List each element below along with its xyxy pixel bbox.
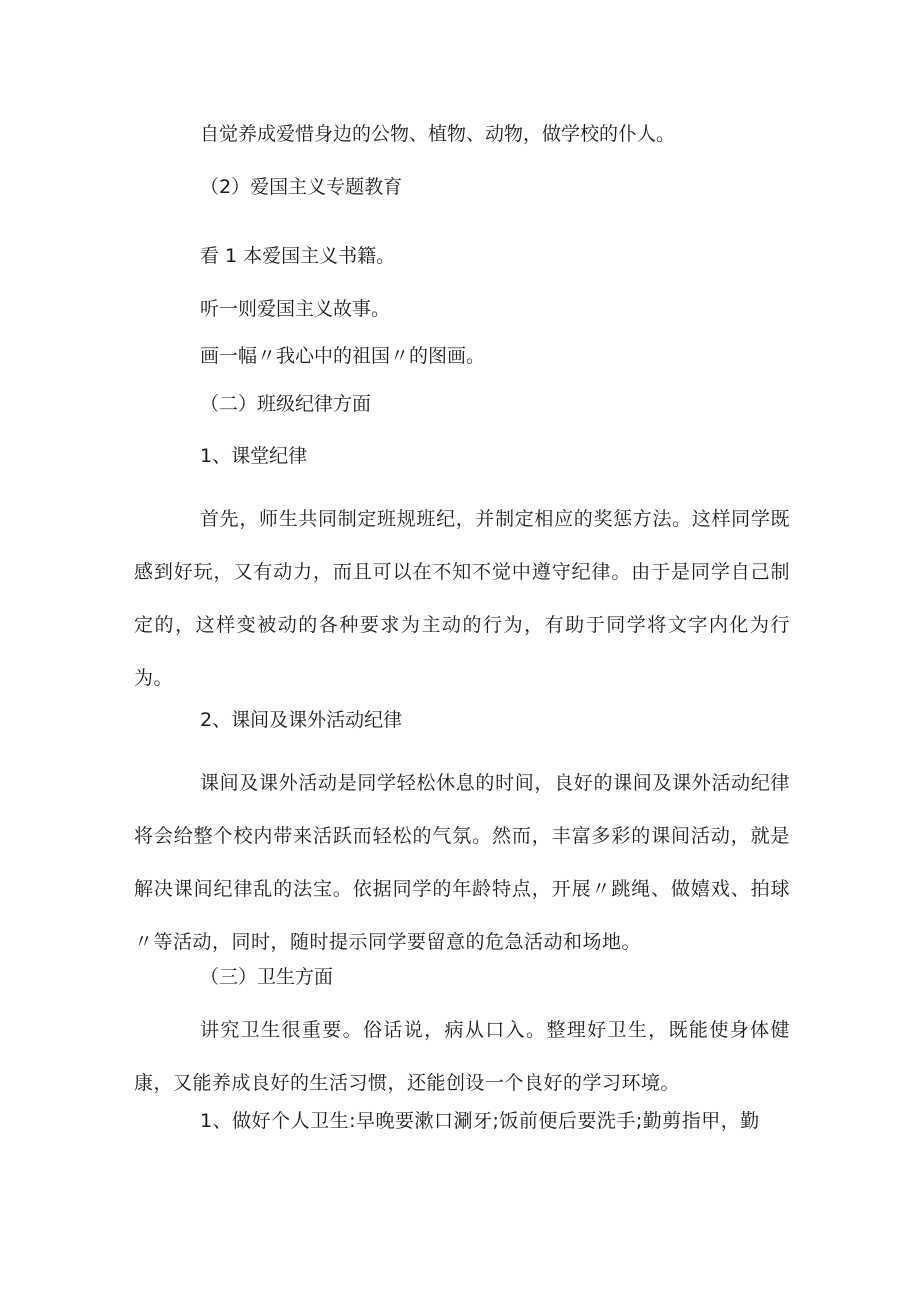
text-line-read-book: 看 1 本爱国主义书籍。 [200,245,396,267]
subheading-recess-discipline: 2、课间及课外活动纪律 [200,709,403,731]
heading-class-discipline: （二）班级纪律方面 [200,393,372,415]
text-line-public-property: 自觉养成爱惜身边的公物、植物、动物，做学校的仆人。 [200,123,676,145]
paragraph-hygiene-importance: 讲究卫生很重要。俗话说，病从口入。整理好卫生，既能使身体健康，又能养成良好的生活习惯，还能创设一个良好的学习环境。 [134,1019,790,1094]
subheading-classroom-discipline: 1、课堂纪律 [200,445,308,467]
paragraph-class-rules: 首先，师生共同制定班规班纪，并制定相应的奖惩方法。这样同学既感到好玩，又有动力，而且可以在不知不觉中遵守纪律。由于是同学自己制定的，这样变被动的各种要求为主动的行为，有助于同学将文字内化为行为。 [134,508,790,689]
heading-hygiene: （三）卫生方面 [200,966,334,988]
text-line-draw-picture: 画一幅〃我心中的祖国〃的图画。 [200,345,486,367]
subheading-patriotism-education: （2）爱国主义专题教育 [200,176,403,198]
paragraph-personal-hygiene: 1、做好个人卫生:早晚要漱口涮牙;饭前便后要洗手;勤剪指甲，勤 [200,1110,760,1132]
text-line-listen-story: 听一则爱国主义故事。 [200,298,391,320]
paragraph-recess-activities: 课间及课外活动是同学轻松休息的时间，良好的课间及课外活动纪律将会给整个校内带来活跃而轻松的气氛。然而，丰富多彩的课间活动，就是解决课间纪律乱的法宝。依据同学的年龄特点，开展〃跳绳、做嬉戏、拍球〃等活动，同时，随时提示同学要留意的危急活动和场地。 [134,772,790,953]
